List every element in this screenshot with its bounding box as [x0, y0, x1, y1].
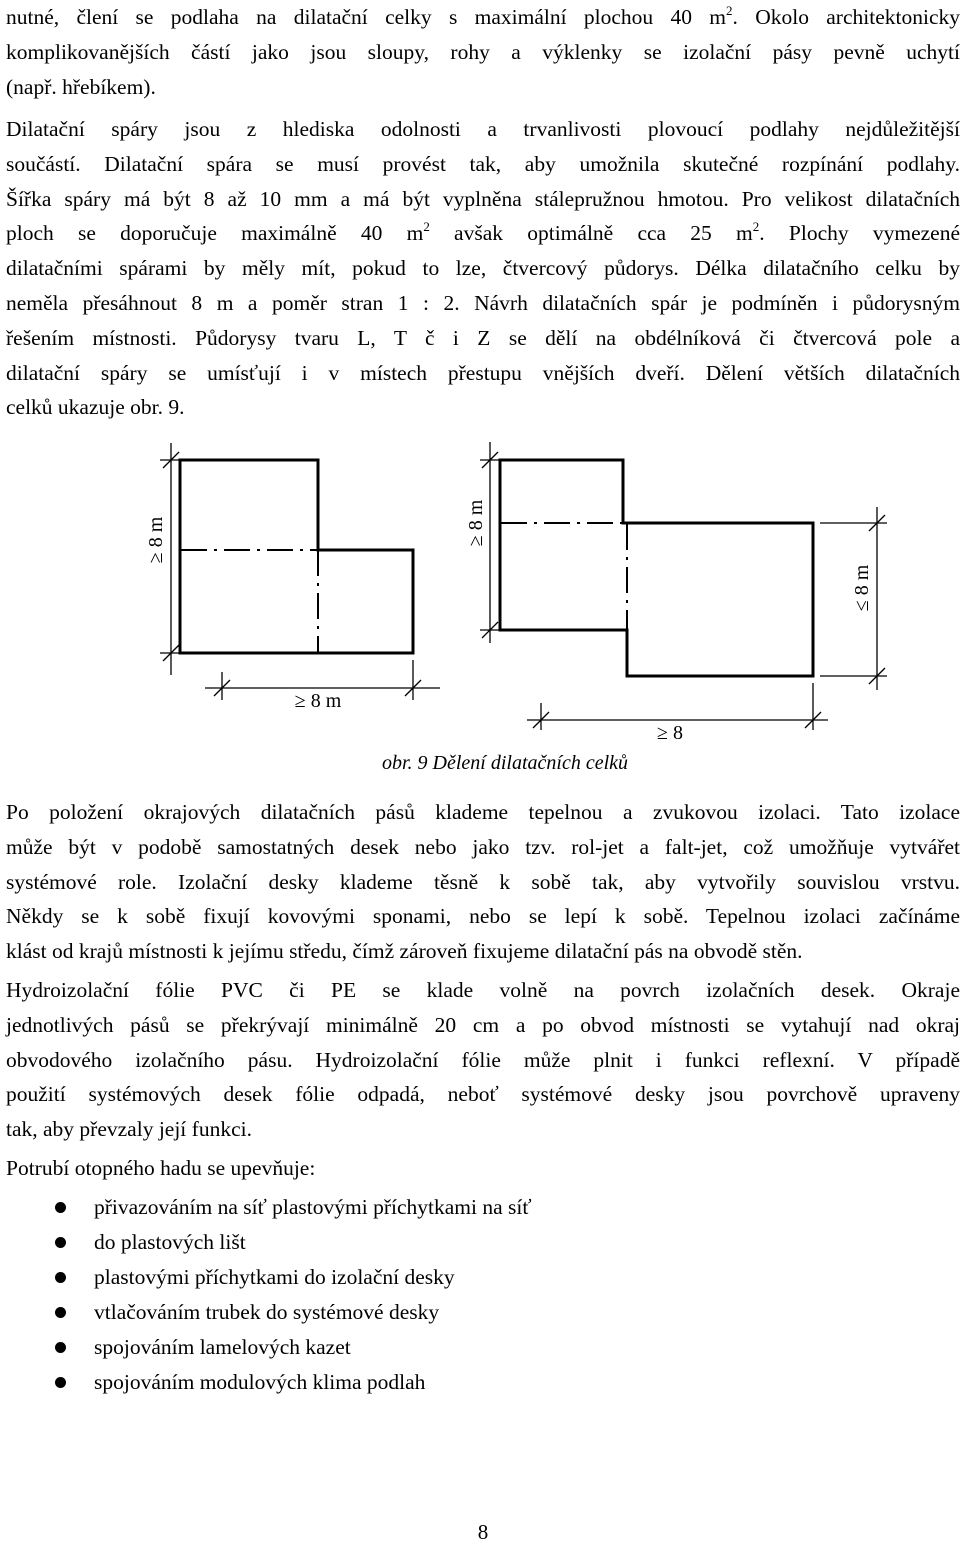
text-line: Hydroizolační fólie PVC či PE se klade volně na povrch izolačních desek. Okraje: [6, 978, 960, 1002]
text-line: dilatačními spárami by měly mít, pokud to lze, čtvercový půdorys. Délka dilatačního celku by: [6, 256, 960, 281]
bullet-icon: [55, 1342, 66, 1353]
list-item-text: do plastových lišt: [94, 1230, 246, 1254]
text-line: Dilatační spáry jsou z hlediska odolnosti a trvanlivosti plovoucí podlahy nejdůležitější: [6, 117, 960, 141]
text-line: neměla přesáhnout 8 m a poměr stran 1 : 2. Návrh dilatačních spár je podmíněn i půdorysným: [6, 290, 960, 315]
text-line: řešením místnosti. Půdorysy tvaru L, T č i Z se dělí na obdélníková či čtvercová pole a: [6, 325, 960, 350]
list-item-text: plastovými příchytkami do izolační desky: [94, 1265, 455, 1289]
list-item: [0, 1295, 532, 1330]
dimension-lines: [160, 442, 887, 730]
superscript: 2: [752, 219, 760, 235]
paragraph-continuation: [6, 0, 960, 104]
bullet-icon: [55, 1202, 66, 1213]
dim-label-right-horizontal: ≥ 8: [657, 722, 683, 744]
paragraph-dilatation-joints: [6, 112, 960, 425]
superscript: 2: [423, 219, 430, 235]
t-shape-outline: [500, 460, 813, 676]
list-item: [0, 1225, 532, 1260]
text-line: Potrubí otopného hadu se upevňuje:: [6, 1156, 316, 1180]
list-item-text: přivazováním na síť plastovými příchytkami na síť: [94, 1195, 532, 1219]
paragraph-insulation: [6, 795, 960, 969]
dimension-labels: [145, 499, 873, 744]
text-line: může být v podobě samostatných desek nebo jako tzv. rol-jet a falt-jet, což umožňuje vytvářet: [6, 834, 960, 859]
list-item-text: spojováním lamelových kazet: [94, 1335, 351, 1359]
list-item-text: spojováním modulových klima podlah: [94, 1370, 426, 1394]
text-line: dilatační spáry se umísťují i v místech přestupu vnějších dveří. Dělení větších dilatačních: [6, 360, 960, 385]
paragraph-pipe-fixing-intro: [6, 1151, 960, 1186]
list-item: [0, 1190, 532, 1225]
text-line: součástí. Dilatační spára se musí provést tak, aby umožnila skutečné rozpínání podlahy.: [6, 151, 960, 176]
list-item: [0, 1260, 532, 1295]
list-item: [0, 1365, 532, 1400]
text-line: nutné, člení se podlaha na dilatační celky s maximální plochou 40 m: [6, 5, 727, 29]
text-line: systémové role. Izolační desky klademe těsně k sobě tak, aby vytvořily souvislou vrstvu.: [6, 869, 960, 894]
bullet-icon: [55, 1272, 66, 1283]
text-line: celků ukazuje obr. 9.: [6, 395, 185, 420]
bullet-list: [0, 1190, 532, 1400]
text-line: použití systémových desek fólie odpadá, neboť systémové desky jsou povrchově upraveny: [6, 1082, 960, 1107]
bullet-icon: [55, 1377, 66, 1388]
bullet-icon: [55, 1237, 66, 1248]
floor-plan-diagram: [0, 430, 960, 750]
text-line: jednotlivých pásů se překrývají minimálně 20 cm a po obvod místnosti se vytahují nad okraj: [6, 1012, 960, 1037]
dilatation-joint-lines: [181, 523, 627, 652]
text-line: . Plochy vymezené: [759, 221, 960, 246]
page-number: 8: [477, 1520, 489, 1544]
l-shape-outline: [180, 460, 413, 653]
figure-caption: obr. 9 Dělení dilatačních celků: [381, 752, 629, 774]
list-item-text: vtlačováním trubek do systémové desky: [94, 1300, 440, 1324]
text-line: komplikovanějších částí jako jsou sloupy, rohy a výklenky se izolační pásy pevně uchytí: [6, 39, 960, 64]
text-line: Šířka spáry má být 8 až 10 mm a má být vyplněna stálepružnou hmotou. Pro velikost dilatačních: [6, 186, 960, 211]
dim-label-left-vertical: ≥ 8 m: [145, 516, 167, 564]
bullet-icon: [55, 1307, 66, 1318]
text-line: ploch se doporučuje maximálně 40 m: [6, 221, 424, 246]
paragraph-hydroinsulation: [6, 973, 960, 1147]
text-line: tak, aby převzaly její funkci.: [6, 1117, 252, 1142]
dim-label-right-vertical-top: ≥ 8 m: [465, 499, 487, 547]
text-line: Někdy se k sobě fixují kovovými sponami, nebo se lepí k sobě. Tepelnou izolaci začínáme: [6, 904, 960, 929]
superscript: 2: [726, 3, 733, 18]
text-line: Po položení okrajových dilatačních pásů klademe tepelnou a zvukovou izolaci. Tato izolace: [6, 800, 960, 824]
text-line: . Okolo architektonicky: [732, 5, 960, 29]
list-item: [0, 1330, 532, 1365]
plan-outlines: [180, 460, 813, 676]
text-line: (např. hřebíkem).: [6, 74, 156, 99]
dim-label-left-horizontal: ≥ 8 m: [294, 690, 342, 712]
text-line: avšak optimálně cca 25 m: [429, 221, 753, 246]
dim-label-right-vertical-side: ≤ 8 m: [851, 564, 873, 612]
text-line: klást od krajů místnosti k jejímu středu, čímž zároveň fixujeme dilatační pás na obvodě stěn.: [6, 939, 803, 964]
text-line: obvodového izolačního pásu. Hydroizolační fólie může plnit i funkci reflexní. V případě: [6, 1047, 960, 1072]
